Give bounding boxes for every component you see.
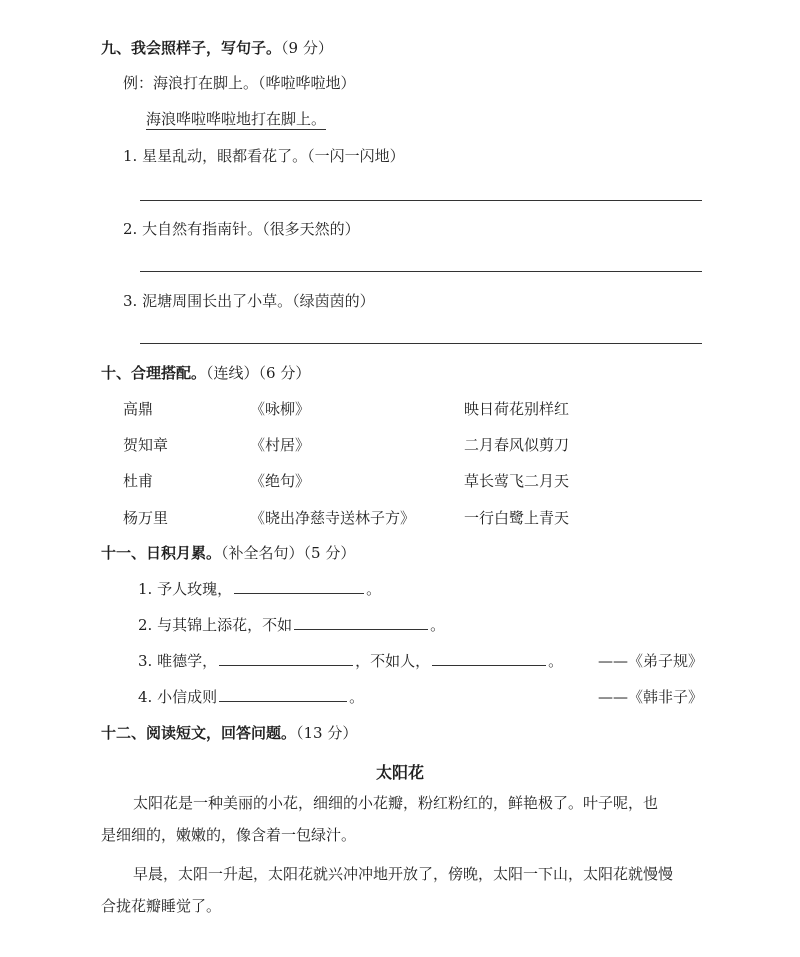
fill-item-1: 1. 予人玫瑰， 。 <box>138 580 382 598</box>
poem-item[interactable]: 《村居》 <box>250 436 311 454</box>
verse-item[interactable]: 二月春风似剪刀 <box>464 436 570 454</box>
answer-line-1[interactable] <box>140 200 702 201</box>
answer-line-2[interactable] <box>140 271 702 272</box>
poet-item[interactable]: 杨万里 <box>123 509 169 527</box>
source-hanfeizi: ——《韩非子》 <box>598 688 704 706</box>
passage-title: 太阳花 <box>376 763 425 782</box>
rewrite-item-2: 2. 大自然有指南针。（很多天然的） <box>123 220 360 238</box>
poem-item[interactable]: 《咏柳》 <box>250 400 311 418</box>
example-answer: 海浪哗啦哗啦地打在脚上。 <box>146 110 327 128</box>
poet-item[interactable]: 贺知章 <box>123 436 169 454</box>
blank-4[interactable] <box>219 687 347 702</box>
blank-1[interactable] <box>234 579 364 594</box>
passage-paragraph-1: 太阳花是一种美丽的小花，细细的小花瓣，粉红粉红的，鲜艳极了。叶子呢，也 是细细的，嫩嫩的，像含着一包绿汁。 <box>101 794 659 844</box>
passage-paragraph-2: 早晨，太阳一升起，太阳花就兴冲冲地开放了，傍晚，太阳一下山，太阳花就慢慢 合拢花瓣睡觉了。 <box>101 865 674 915</box>
source-dizigui: ——《弟子规》 <box>598 652 704 670</box>
poem-item[interactable]: 《晓出净慈寺送林子方》 <box>250 509 416 527</box>
blank-3a[interactable] <box>219 651 353 666</box>
section9-heading: 九、我会照样子，写句子。（9 分） <box>101 39 333 57</box>
verse-item[interactable]: 映日荷花别样红 <box>464 400 570 418</box>
section11-heading: 十一、日积月累。（补全名句）（5 分） <box>101 544 356 562</box>
section12-heading: 十二、阅读短文，回答问题。（13 分） <box>101 724 358 742</box>
answer-line-3[interactable] <box>140 343 702 344</box>
fill-item-2: 2. 与其锦上添花，不如 。 <box>138 616 446 634</box>
blank-3b[interactable] <box>432 651 546 666</box>
verse-item[interactable]: 草长莺飞二月天 <box>464 472 570 490</box>
poet-item[interactable]: 高鼎 <box>123 400 154 418</box>
fill-item-4: 4. 小信成则 。 <box>138 688 365 706</box>
poem-item[interactable]: 《绝句》 <box>250 472 311 490</box>
blank-2[interactable] <box>294 615 428 630</box>
example-prompt: 例：海浪打在脚上。（哗啦哗啦地） <box>123 74 356 92</box>
section10-heading: 十、合理搭配。（连线）（6 分） <box>101 364 311 382</box>
rewrite-item-3: 3. 泥塘周围长出了小草。（绿茵茵的） <box>123 292 375 310</box>
poet-item[interactable]: 杜甫 <box>123 472 154 490</box>
rewrite-item-1: 1. 星星乱动，眼都看花了。（一闪一闪地） <box>123 147 405 165</box>
fill-item-3: 3. 唯德学， ，不如人， 。 <box>138 652 564 670</box>
verse-item[interactable]: 一行白鹭上青天 <box>464 509 570 527</box>
